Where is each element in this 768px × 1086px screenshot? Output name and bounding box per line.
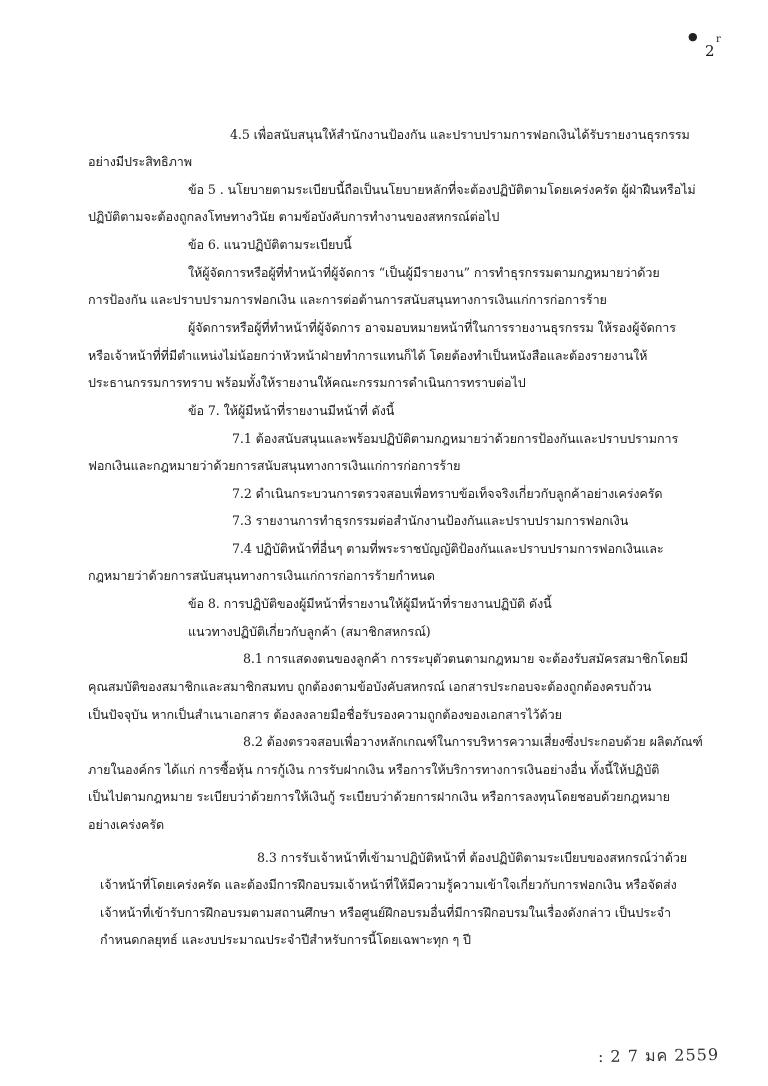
page-number: 2 (705, 42, 715, 60)
clause-8-3-line-2: เจ้าหน้าที่โดยเคร่งครัด และต้องมีการฝึกอบรมเจ้าหน้าที่ให้มีความรู้ความเข้าใจเกี่ยวกับการฟอกเงิน หรือจัดส่ง (100, 877, 677, 892)
clause-6-para-1-line-2: การป้องกัน และปราบปรามการฟอกเงิน และการต่อต้านการสนับสนุนทางการเงินแก่การก่อการร้าย (88, 292, 607, 307)
date-stamp: : 2 7 มค 2559 (597, 1044, 720, 1067)
clause-8-2-line-1: 8.2 ต้องตรวจสอบเพื่อวางหลักเกณฑ์ในการบริหารความเสี่ยงซึ่งประกอบด้วย ผลิตภัณฑ์ (243, 734, 703, 749)
clause-8-2-line-2: ภายในองค์กร ได้แก่ การซื้อหุ้น การกู้เงิน การรับฝากเงิน หรือการให้บริการทางการเงินอย่างอื่น ทั้งนี้ให้ปฏิบัติ (88, 762, 660, 777)
clause-8-2-line-4: อย่างเคร่งครัด (88, 817, 165, 832)
clause-8-1-line-2: คุณสมบัติของสมาชิกและสมาชิกสมทบ ถูกต้องตามข้อบังคับสหกรณ์ เอกสารประกอบจะต้องถูกต้องครบถ้วน (88, 679, 652, 694)
clause-7-4-line-1: 7.4 ปฏิบัติหน้าที่อื่นๆ ตามที่พระราชบัญญัติป้องกันและปราบปรามการฟอกเงินและ (232, 541, 664, 556)
clause-6-para-2-line-3: ประธานกรรมการทราบ พร้อมทั้งให้รายงานให้คณะกรรมการดำเนินการทราบต่อไป (88, 375, 526, 390)
clause-8-3-line-1: 8.3 การรับเจ้าหน้าที่เข้ามาปฏิบัติหน้าที่ ต้องปฏิบัติตามระเบียบของสหกรณ์ว่าด้วย (257, 850, 688, 865)
clause-4-5-line-2: อย่างมีประสิทธิภาพ (88, 154, 192, 169)
clause-7-4-line-2: กฎหมายว่าด้วยการสนับสนุนทางการเงินแก่การก่อการร้ายกำหนด (88, 568, 435, 583)
clause-8-1-line-1: 8.1 การแสดงตนของลูกค้า การระบุตัวตนตามกฎหมาย จะต้องรับสมัครสมาชิกโดยมี (243, 651, 689, 666)
clause-7-3: 7.3 รายงานการทำธุรกรรมต่อสำนักงานป้องกันและปราบปรามการฟอกเงิน (232, 513, 629, 528)
clause-7-heading: ข้อ 7. ให้ผู้มีหน้าที่รายงานมีหน้าที่ ดังนี้ (188, 403, 395, 418)
clause-8-1-line-3: เป็นปัจจุบัน หากเป็นสำเนาเอกสาร ต้องลงลายมือชื่อรับรองความถูกต้องของเอกสารไว้ด้วย (88, 707, 562, 722)
clause-8-heading: ข้อ 8. การปฏิบัติของผู้มีหน้าที่รายงานให้ผู้มีหน้าที่รายงานปฏิบัติ ดังนี้ (188, 596, 552, 611)
corner-mark: r (716, 34, 721, 45)
clause-6-para-2-line-1: ผู้จัดการหรือผู้ที่ทำหน้าที่ผู้จัดการ อาจมอบหมายหน้าที่ในการรายงานธุรกรรม ให้รองผู้จัดการ (188, 320, 676, 335)
clause-5-line-1: ข้อ 5 . นโยบายตามระเบียบนี้ถือเป็นนโยบายหลักที่จะต้องปฏิบัติตามโดยเคร่งครัด ผู้ฝ่าฝืนหรือไม่ (188, 182, 696, 197)
clause-6-para-2-line-2: หรือเจ้าหน้าที่ที่มีตำแหน่งไม่น้อยกว่าหัวหน้าฝ่ายทำการแทนก็ได้ โดยต้องทำเป็นหนังสือและต้องรายงานให้ (88, 348, 648, 363)
clause-8-2-line-3: เป็นไปตามกฎหมาย ระเบียบว่าด้วยการให้เงินกู้ ระเบียบว่าด้วยการฝากเงิน หรือการลงทุนโดยชอบด้วยกฎหมาย (88, 789, 670, 804)
clause-7-1-line-2: ฟอกเงินและกฎหมายว่าด้วยการสนับสนุนทางการเงินแก่การก่อการร้าย (88, 458, 461, 473)
clause-5-line-2: ปฏิบัติตามจะต้องถูกลงโทษทางวินัย ตามข้อบังคับการทำงานของสหกรณ์ต่อไป (88, 209, 500, 224)
clause-6-heading: ข้อ 6. แนวปฏิบัติตามระเบียบนี้ (188, 237, 352, 252)
clause-8-3-line-4: กำหนดกลยุทธ์ และงบประมาณประจำปีสำหรับการนี้โดยเฉพาะทุก ๆ ปี (100, 932, 471, 947)
clause-6-para-1-line-1: ให้ผู้จัดการหรือผู้ที่ทำหน้าที่ผู้จัดการ “เป็นผู้มีรายงาน” การทำธุรกรรมตามกฎหมายว่าด้วย (188, 265, 660, 280)
clause-7-1-line-1: 7.1 ต้องสนับสนุนและพร้อมปฏิบัติตามกฎหมายว่าด้วยการป้องกันและปราบปรามการ (232, 431, 679, 446)
corner-dot: ● (688, 30, 698, 43)
clause-7-2: 7.2 ดำเนินกระบวนการตรวจสอบเพื่อทราบข้อเท็จจริงเกี่ยวกับลูกค้าอย่างเคร่งครัด (232, 486, 663, 501)
clause-4-5-line-1: 4.5 เพื่อสนับสนุนให้สำนักงานป้องกัน และปราบปรามการฟอกเงินได้รับรายงานธุรกรรม (230, 127, 690, 142)
customer-guideline-heading: แนวทางปฏิบัติเกี่ยวกับลูกค้า (สมาชิกสหกรณ์) (188, 624, 431, 639)
clause-8-3-line-3: เจ้าหน้าที่เข้ารับการฝึกอบรมตามสถานศึกษา หรือศูนย์ฝึกอบรมอื่นที่มีการฝึกอบรมในเรื่องดังกล่าว เป็นประจำ (100, 905, 671, 920)
